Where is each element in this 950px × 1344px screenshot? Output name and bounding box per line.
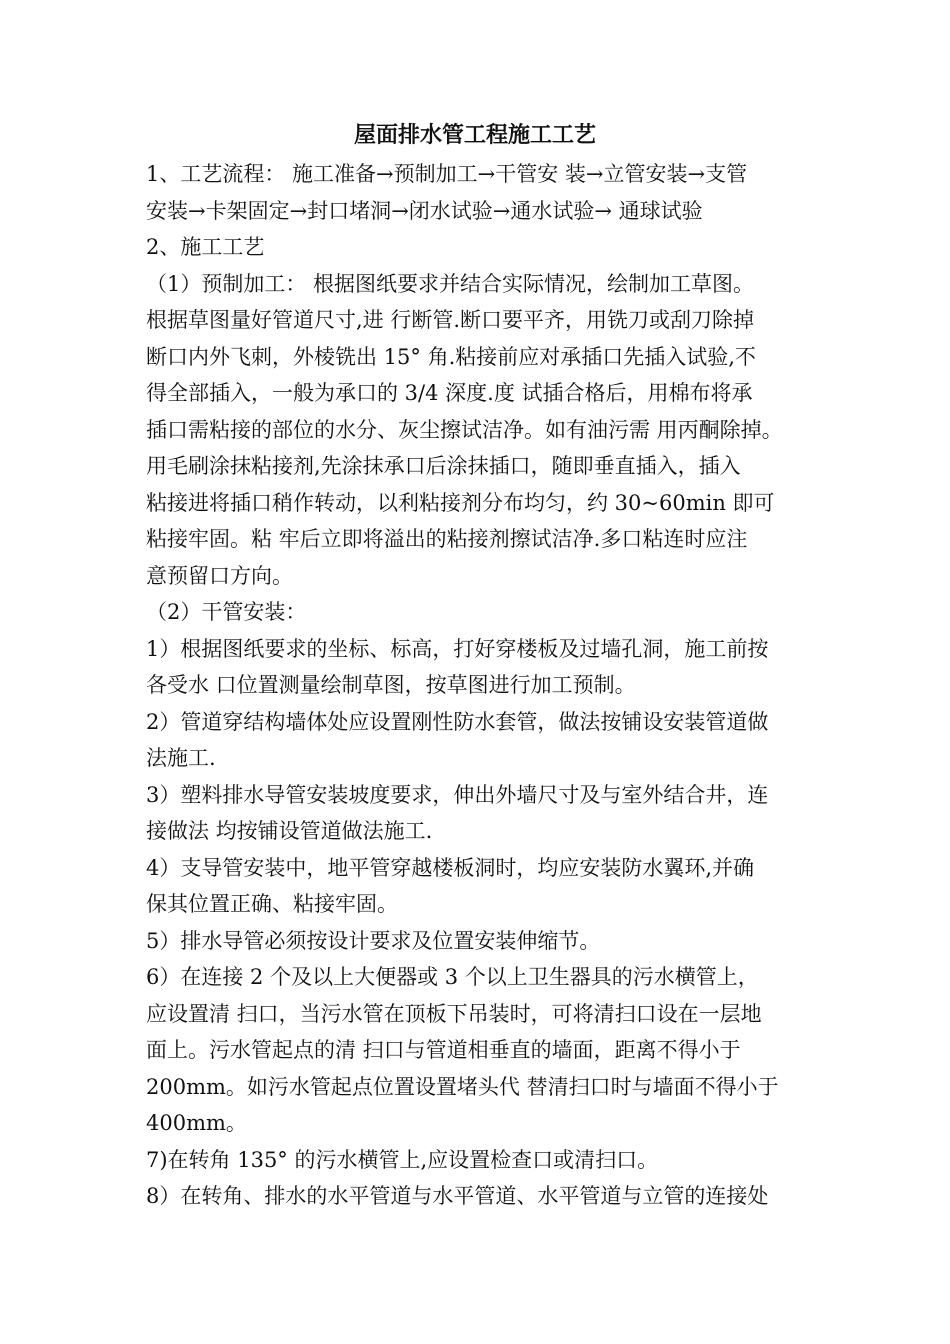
text-line: 200mm。如污水管起点位置设置堵头代 替清扫口时与墙面不得小于 — [146, 1074, 779, 1099]
text-line: 1）根据图纸要求的坐标、标高，打好穿楼板及过墙孔洞，施工前按 — [146, 636, 769, 661]
text-line: 得全部插入，一般为承口的 3/4 深度.度 试插合格后，用棉布将承 — [146, 381, 753, 405]
text-line: 安装→卡架固定→封口堵洞→闭水试验→通水试验→ 通球试验 — [146, 198, 703, 223]
text-line: 用毛刷涂抹粘接剂,先涂抹承口后涂抹插口，随即垂直插入，插入 — [146, 454, 741, 478]
text-line: 400mm。 — [146, 1111, 247, 1135]
text-line: 接做法 均按铺设管道做法施工. — [146, 819, 433, 843]
text-line: 2）管道穿结构墙体处应设置刚性防水套管，做法按铺设安装管道做 — [146, 709, 769, 734]
text-line: 插口需粘接的部位的水分、灰尘擦试洁净。如有油污需 用丙酮除掉。 — [146, 417, 783, 442]
text-line: 保其位置正确、粘接牢固。 — [146, 892, 398, 916]
text-line: 6）在连接 2 个及以上大便器或 3 个以上卫生器具的污水横管上， — [146, 965, 759, 989]
document-body — [146, 156, 826, 1215]
text-line: 断口内外飞刺，外棱铣出 15° 角.粘接前应对承插口先插入试验,不 — [146, 344, 756, 369]
text-line: 3）塑料排水导管安装坡度要求，伸出外墙尺寸及与室外结合井，连 — [146, 782, 769, 807]
text-line: 面上。污水管起点的清 扫口与管道相垂直的墙面，距离不得小于 — [146, 1038, 741, 1062]
text-line: 1、工艺流程： 施工准备→预制加工→干管安 装→立管安装→支管 — [146, 162, 748, 186]
text-line: 4）支导管安装中，地平管穿越楼板洞时，均应安装防水翼环,并确 — [146, 855, 755, 880]
text-line: 8）在转角、排水的水平管道与水平管道、水平管道与立管的连接处 — [146, 1184, 769, 1208]
subsection-heading: （2）干管安装： — [146, 600, 307, 624]
document-title: 屋面排水管工程施工工艺 — [353, 122, 596, 148]
text-line: 粘接牢固。粘 牢后立即将溢出的粘接剂擦试洁净.多口粘连时应注 — [146, 527, 748, 551]
section-heading: 2、施工工艺 — [146, 235, 265, 259]
text-line: 粘接进将插口稍作转动，以利粘接剂分布均匀，约 30~60min 即可 — [146, 490, 775, 515]
text-line: 根据草图量好管道尺寸,进 行断管.断口要平齐，用铣刀或刮刀除掉 — [146, 308, 755, 332]
text-line: 各受水 口位置测量绘制草图，按草图进行加工预制。 — [146, 673, 636, 697]
text-line: 7)在转角 135° 的污水横管上,应设置检查口或清扫口。 — [146, 1147, 659, 1172]
text-line: 意预留口方向。 — [146, 563, 293, 588]
text-line: 5）排水导管必须按设计要求及位置安装伸缩节。 — [146, 928, 601, 953]
text-line: 法施工. — [146, 746, 216, 770]
text-line: （1）预制加工： 根据图纸要求并结合实际情况，绘制加工草图。 — [146, 271, 755, 296]
text-line: 应设置清 扫口，当污水管在顶板下吊装时，可将清扫口设在一层地 — [146, 1001, 762, 1026]
